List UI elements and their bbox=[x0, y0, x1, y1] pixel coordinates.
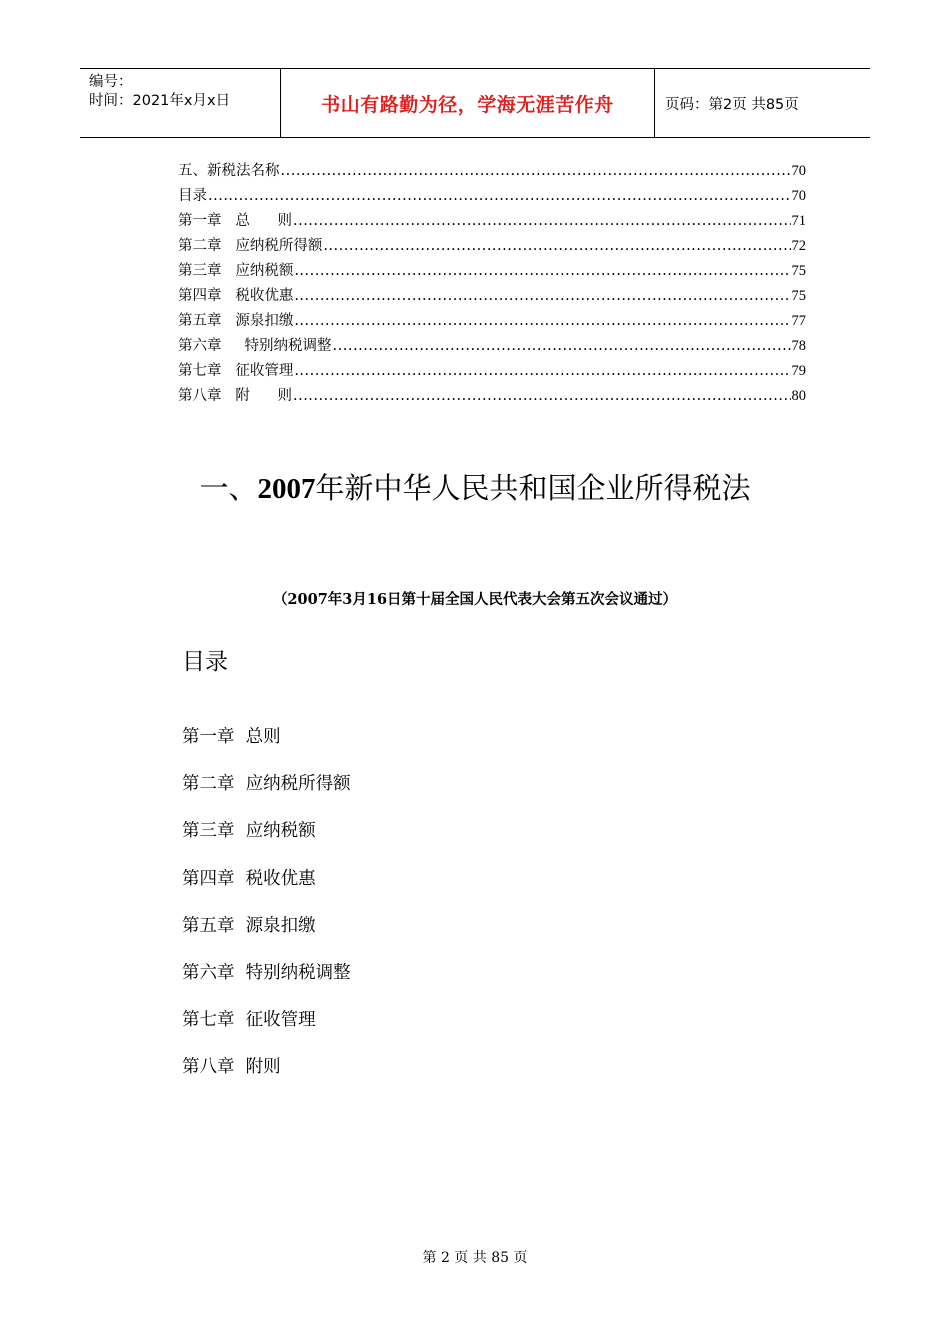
toc-entry-title: 第八章 附 则 bbox=[178, 388, 292, 404]
toc-entry-title: 第五章 源泉扣缴 bbox=[178, 313, 294, 329]
toc-entry-title: 第四章 税收优惠 bbox=[178, 288, 294, 304]
toc-entry-page: 77 bbox=[791, 313, 806, 329]
toc-dot-leader bbox=[208, 188, 791, 204]
header-meta bbox=[80, 69, 280, 137]
header-page-cell bbox=[655, 69, 870, 137]
toc-entry[interactable] bbox=[178, 159, 806, 184]
toc-entry[interactable] bbox=[178, 309, 806, 334]
contents-heading: 目录 bbox=[182, 649, 228, 675]
toc-entry-page: 70 bbox=[791, 163, 806, 179]
toc-entry[interactable] bbox=[178, 384, 806, 409]
header-page-info: 页码：第2页 共85页 bbox=[665, 96, 799, 113]
toc-entry-title: 第二章 应纳税所得额 bbox=[178, 238, 323, 254]
header-motto-cell bbox=[280, 69, 655, 137]
page-header bbox=[80, 68, 870, 138]
toc-entry-page: 80 bbox=[791, 388, 806, 404]
law-title-year: 2007 bbox=[257, 473, 316, 505]
toc-dot-leader bbox=[294, 363, 790, 379]
toc-entry[interactable] bbox=[178, 284, 806, 309]
chapter-item: 第四章 税收优惠 bbox=[182, 868, 316, 889]
toc-dot-leader bbox=[294, 263, 790, 279]
chapter-item: 第一章 总则 bbox=[182, 727, 281, 747]
toc-dot-leader bbox=[323, 238, 790, 254]
toc-entry[interactable] bbox=[178, 359, 806, 384]
toc-entry-page: 78 bbox=[791, 338, 806, 354]
toc-entry[interactable] bbox=[178, 234, 806, 259]
toc-dot-leader bbox=[333, 338, 791, 354]
toc-entry-title: 目录 bbox=[178, 188, 207, 204]
law-title bbox=[0, 466, 950, 507]
chapter-item: 第六章 特别纳税调整 bbox=[182, 962, 351, 983]
toc-dot-leader bbox=[293, 388, 791, 404]
law-title-rest: 年新中华人民共和国企业所得税法 bbox=[315, 471, 751, 505]
chapter-list bbox=[182, 724, 351, 1102]
document-number-label: 编号： bbox=[89, 74, 133, 90]
toc-dot-leader bbox=[281, 163, 791, 179]
header-motto: 书山有路勤为径，学海无涯苦作舟 bbox=[321, 93, 614, 116]
toc-entry-page: 70 bbox=[791, 188, 806, 204]
chapter-item: 第三章 应纳税额 bbox=[182, 821, 316, 842]
toc-entry-title: 第七章 征收管理 bbox=[178, 363, 294, 379]
law-title-prefix: 一、 bbox=[199, 471, 258, 505]
chapter-item: 第五章 源泉扣缴 bbox=[182, 915, 316, 936]
toc-entry[interactable] bbox=[178, 334, 806, 359]
page-footer: 第 2 页 共 85 页 bbox=[422, 1250, 528, 1266]
document-time-label: 时间：2021年x月x日 bbox=[89, 93, 231, 109]
chapter-item: 第八章 附则 bbox=[182, 1057, 281, 1078]
toc-dot-leader bbox=[293, 213, 791, 229]
toc-dot-leader bbox=[294, 313, 790, 329]
table-of-contents bbox=[178, 159, 806, 409]
toc-entry-title: 第六章 特别纳税调整 bbox=[178, 338, 332, 354]
toc-entry[interactable] bbox=[178, 209, 806, 234]
chapter-item: 第七章 征收管理 bbox=[182, 1010, 316, 1031]
toc-entry-page: 72 bbox=[791, 238, 806, 254]
toc-entry-page: 75 bbox=[791, 263, 806, 279]
toc-entry-page: 79 bbox=[791, 363, 806, 379]
chapter-item: 第二章 应纳税所得额 bbox=[182, 774, 351, 795]
toc-entry-title: 第一章 总 则 bbox=[178, 213, 292, 229]
toc-entry-page: 71 bbox=[791, 213, 806, 229]
toc-entry-page: 75 bbox=[791, 288, 806, 304]
toc-entry[interactable] bbox=[178, 259, 806, 284]
law-adoption-note: （2007年3月16日第十届全国人民代表大会第五次会议通过） bbox=[272, 591, 678, 608]
toc-entry-title: 五、新税法名称 bbox=[178, 163, 280, 179]
toc-entry[interactable] bbox=[178, 184, 806, 209]
toc-dot-leader bbox=[294, 288, 790, 304]
toc-entry-title: 第三章 应纳税额 bbox=[178, 263, 294, 279]
